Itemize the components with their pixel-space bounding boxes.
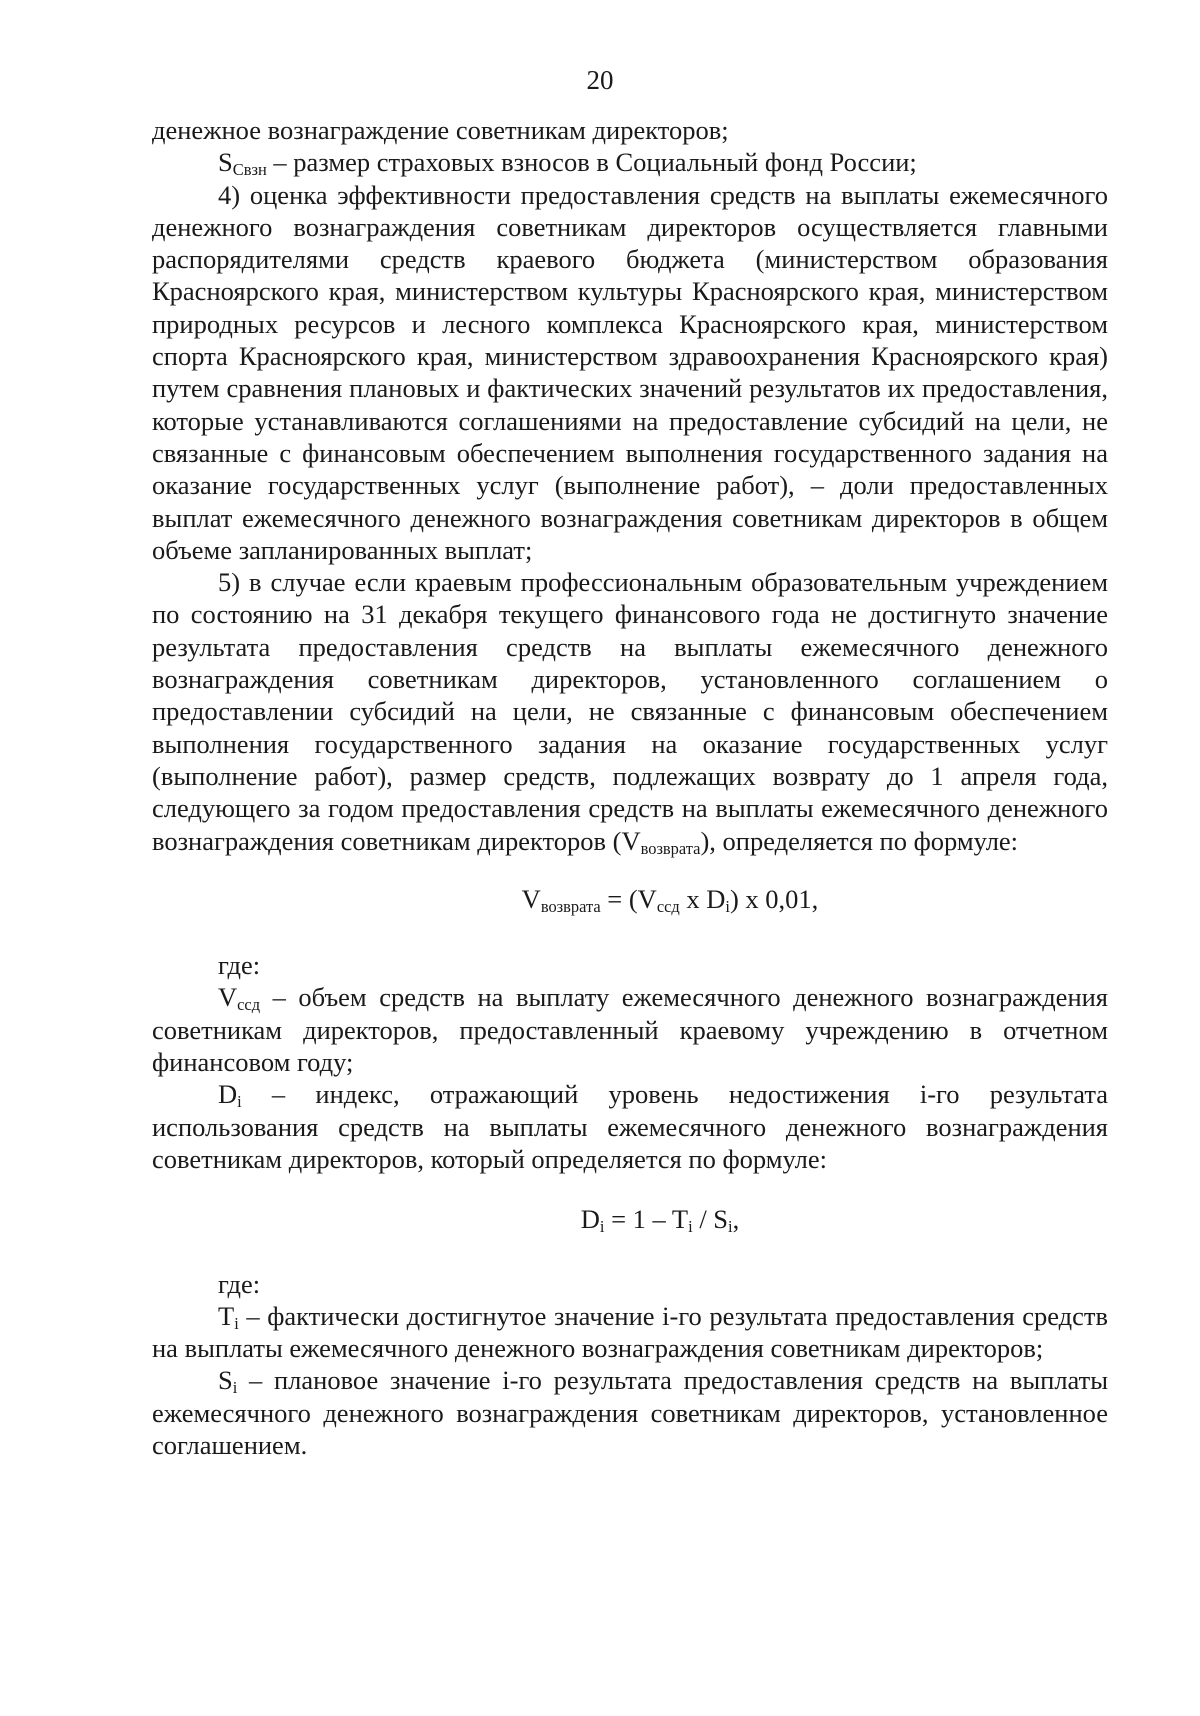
paragraph-text: денежное вознаграждение советникам директоров; [152,115,729,145]
symbol-subscript: возврата [640,838,701,858]
formula-part: = (V [600,883,657,914]
definition-subscript: i [237,1092,242,1112]
definition-symbol: D [218,1079,238,1110]
paragraph-item-5 [152,566,1108,857]
paragraph-item-4 [152,179,1108,567]
definition-text: – фактически достигнутое значение i-го результата предоставления средств на выплаты ежемесячного денежного вознаграждения советникам директоров; [152,1300,1108,1364]
formula-part: ) x 0,01, [729,883,819,914]
where-label: где: [218,1268,261,1299]
definition-text: – плановое значение i-го результата предоставления средств на выплаты ежемесячного денежного вознаграждения советникам директоров, установленное соглашением. [152,1365,1108,1460]
definition-symbol: T [218,1300,235,1331]
symbol-subscript: Свзн [232,160,267,180]
page-number: 20 [586,65,614,95]
formula-subscript: i [725,896,730,916]
formula-subscript: i [688,1217,693,1237]
document-body [152,114,1108,1461]
formula-subscript: возврата [540,896,601,916]
definition-symbol: S [218,1365,233,1396]
symbol-s: S [218,147,233,178]
paragraph-text: – размер страховых взносов в Социальный фонд России; [266,147,917,178]
definition-symbol: V [218,982,238,1013]
definition-text: – объем средств на выплату ежемесячного денежного вознаграждения советникам директоров, предоставленный краевому учреждению в отчетном финансовом году; [152,982,1108,1078]
paragraph-definition-scvzn [152,146,1108,178]
definition-text: – индекс, отражающий уровень недостижения i-го результата использования средств на выплаты ежемесячного денежного вознаграждения советникам директоров, который определяется по формуле: [152,1079,1108,1174]
formula-subscript: i [728,1217,733,1237]
definition-ti [152,1300,1108,1365]
formula-subscript: i [599,1217,605,1237]
where-label: где: [218,950,261,981]
formula-part: = 1 – T [604,1204,689,1235]
definition-subscript: i [232,1378,238,1398]
definition-vssd [152,981,1108,1078]
formula-symbol: D [580,1204,600,1235]
formula-subscript: ссд [656,896,680,916]
formula-part: x D [679,883,726,914]
formula-part: / S [692,1204,729,1235]
formula-return-amount [152,883,1108,915]
formula-index-di [152,1203,1108,1235]
formula-part: , [732,1204,740,1235]
definition-subscript: ссд [237,995,261,1015]
paragraph-continuation [152,114,1108,146]
definition-subscript: i [234,1313,239,1333]
paragraph-text: 5) в случае если краевым профессиональным образовательным учреждением по состоянию на 31 декабря текущего финансового года не достигнуто значение результата предоставления средств на выплаты ежемесячного денежного вознаграждения советникам директоров, установленного соглашением о предоставлении субсидий на цели, не связанные с финансовым обеспечением выполнения государственного задания на оказание государственных услуг (выполнение работ), размер средств, подлежащих возврату до 1 апреля года, следующего за годом предоставления средств на выплаты ежемесячного денежного вознаграждения советникам директоров (V [152,567,1108,856]
definition-si [152,1364,1108,1461]
paragraph-text-tail: ), определяется по формуле: [700,825,1019,856]
definition-di [152,1078,1108,1175]
paragraph-text: 4) оценка эффективности предоставления средств на выплаты ежемесячного денежного вознаграждения советникам директоров осуществляется главными распорядителями средств краевого бюджета (министерством образования Красноярского края, министерством культуры Красноярского края, министерством природных ресурсов и лесного комплекса Красноярского края, министерством спорта Красноярского края, министерством здравоохранения Красноярского края) путем сравнения плановых и фактических значений результатов их предоставления, которые устанавливаются соглашениями на предоставление субсидий на цели, не связанные с финансовым обеспечением выполнения государственного задания на оказание государственных услуг (выполнение работ), – доли предоставленных выплат ежемесячного денежного вознаграждения советникам директоров в общем объеме запланированных выплат; [152,179,1108,565]
formula-symbol: V [521,883,541,914]
